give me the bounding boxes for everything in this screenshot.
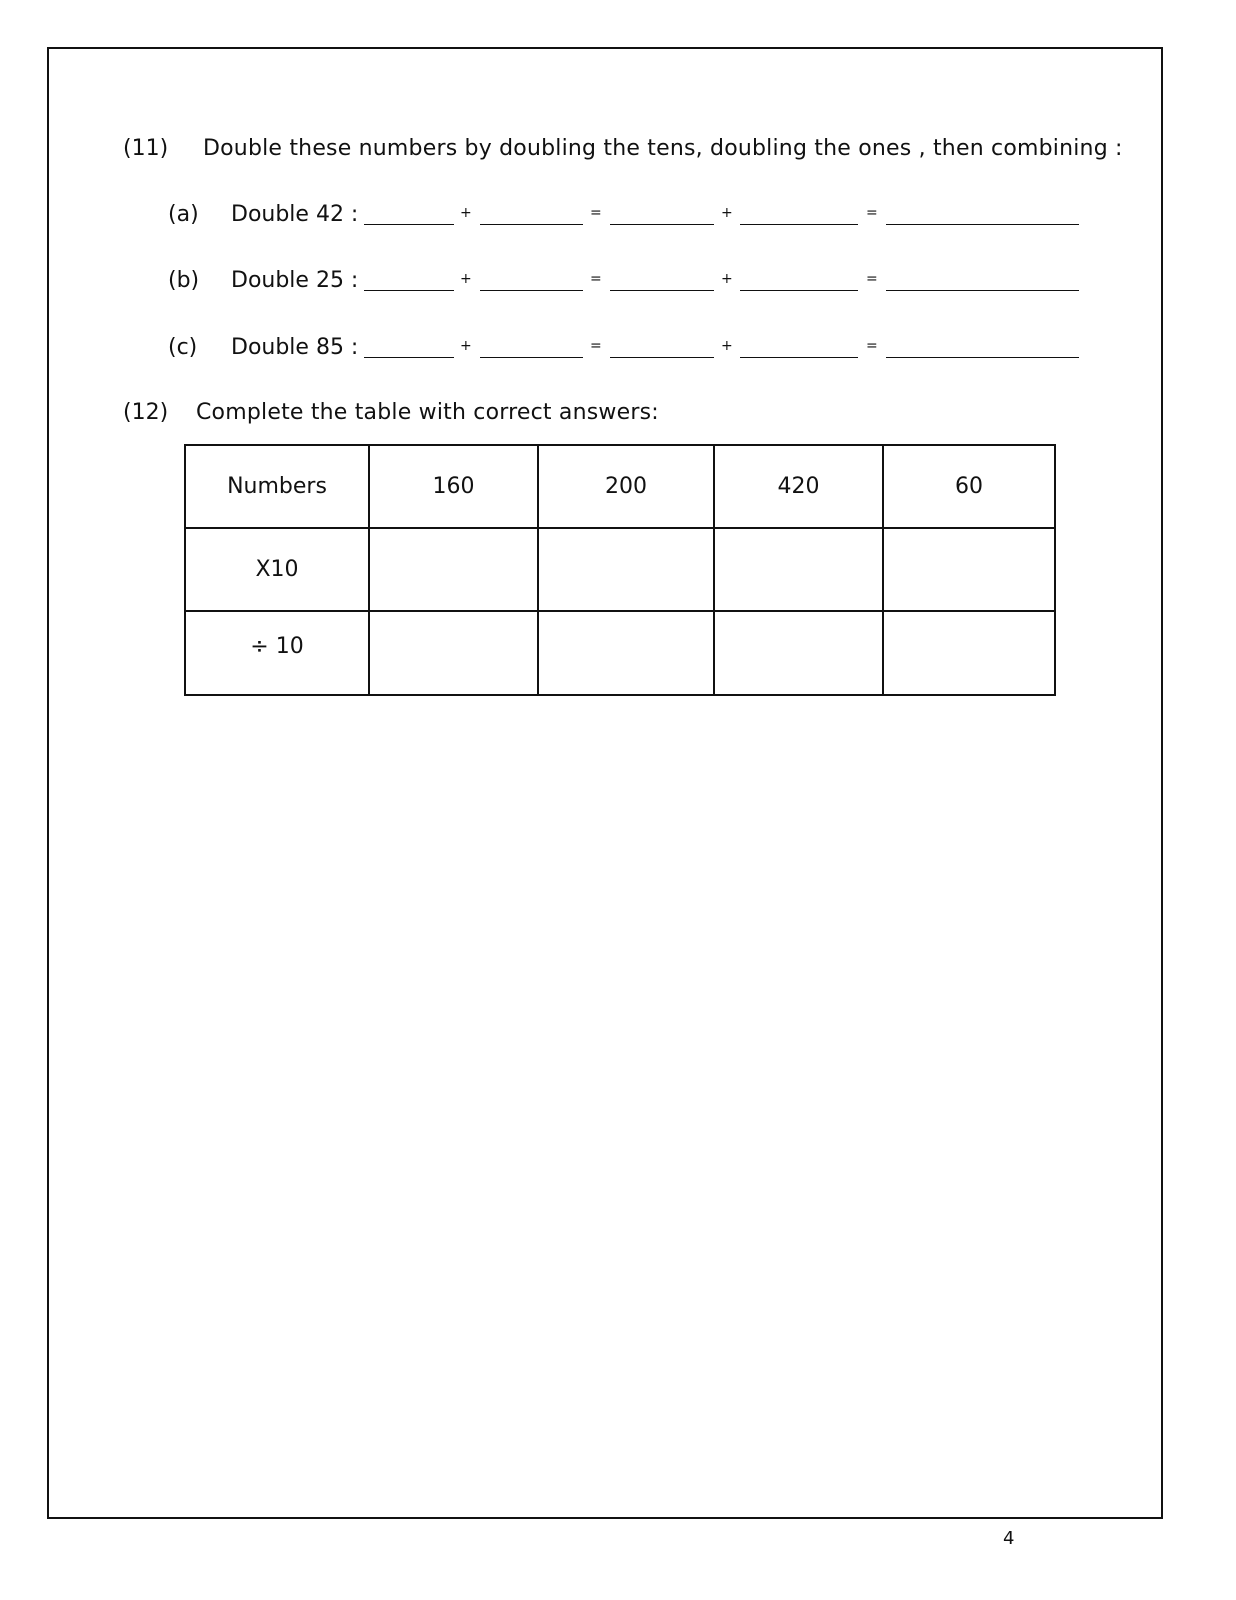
part-b-label: (b)	[168, 268, 200, 293]
table-answer-cell[interactable]	[538, 611, 714, 695]
part-b-doubled-tens-blank[interactable]	[610, 290, 714, 291]
part-b-doubled-ones-blank[interactable]	[740, 290, 858, 291]
part-b-equals-2: =	[866, 271, 878, 287]
table-row-label: ÷ 10	[185, 611, 369, 695]
part-a-equals-2: =	[866, 205, 878, 221]
question-11-number: (11)	[123, 136, 169, 161]
table-header-cell: 420	[714, 445, 883, 528]
table-answer-cell[interactable]	[538, 528, 714, 611]
table-answer-cell[interactable]	[883, 528, 1055, 611]
table-answer-cell[interactable]	[714, 611, 883, 695]
part-c-answer-blank[interactable]	[886, 357, 1079, 358]
part-c-doubled-ones-blank[interactable]	[740, 357, 858, 358]
table-answer-cell[interactable]	[883, 611, 1055, 695]
table-header-cell: Numbers	[185, 445, 369, 528]
part-c-equals-1: =	[590, 338, 602, 354]
table-header-cell: 200	[538, 445, 714, 528]
part-b-ones-blank[interactable]	[480, 290, 583, 291]
part-b-equals-1: =	[590, 271, 602, 287]
part-c-equals-2: =	[866, 338, 878, 354]
part-c-doubled-tens-blank[interactable]	[610, 357, 714, 358]
part-c-tens-blank[interactable]	[364, 357, 454, 358]
page-border	[47, 47, 1163, 1519]
part-c-plus-1: +	[460, 338, 472, 354]
question-11-instruction: Double these numbers by doubling the tens, doubling the ones , then combining :	[203, 136, 1123, 161]
table-answer-cell[interactable]	[714, 528, 883, 611]
table-row	[185, 611, 1055, 695]
table-answer-cell[interactable]	[369, 528, 538, 611]
part-b-plus-1: +	[460, 271, 472, 287]
part-a-plus-2: +	[721, 205, 733, 221]
question-12-instruction: Complete the table with correct answers:	[196, 400, 659, 425]
part-a-label: (a)	[168, 202, 199, 227]
part-c-label: (c)	[168, 335, 198, 360]
part-a-tens-blank[interactable]	[364, 224, 454, 225]
question-12-number: (12)	[123, 400, 169, 425]
part-c-plus-2: +	[721, 338, 733, 354]
part-a-equals-1: =	[590, 205, 602, 221]
part-a-text: Double 42 :	[231, 202, 359, 227]
part-c-ones-blank[interactable]	[480, 357, 583, 358]
part-a-doubled-tens-blank[interactable]	[610, 224, 714, 225]
part-b-text: Double 25 :	[231, 268, 359, 293]
answer-table	[184, 444, 1056, 696]
table-answer-cell[interactable]	[369, 611, 538, 695]
part-b-tens-blank[interactable]	[364, 290, 454, 291]
table-header-cell: 160	[369, 445, 538, 528]
table-row	[185, 528, 1055, 611]
part-a-answer-blank[interactable]	[886, 224, 1079, 225]
table-row-label: X10	[185, 528, 369, 611]
part-a-plus-1: +	[460, 205, 472, 221]
part-a-doubled-ones-blank[interactable]	[740, 224, 858, 225]
part-b-plus-2: +	[721, 271, 733, 287]
table-header-cell: 60	[883, 445, 1055, 528]
part-b-answer-blank[interactable]	[886, 290, 1079, 291]
page-number: 4	[1003, 1528, 1015, 1549]
part-a-ones-blank[interactable]	[480, 224, 583, 225]
table-header-row	[185, 445, 1055, 528]
part-c-text: Double 85 :	[231, 335, 359, 360]
